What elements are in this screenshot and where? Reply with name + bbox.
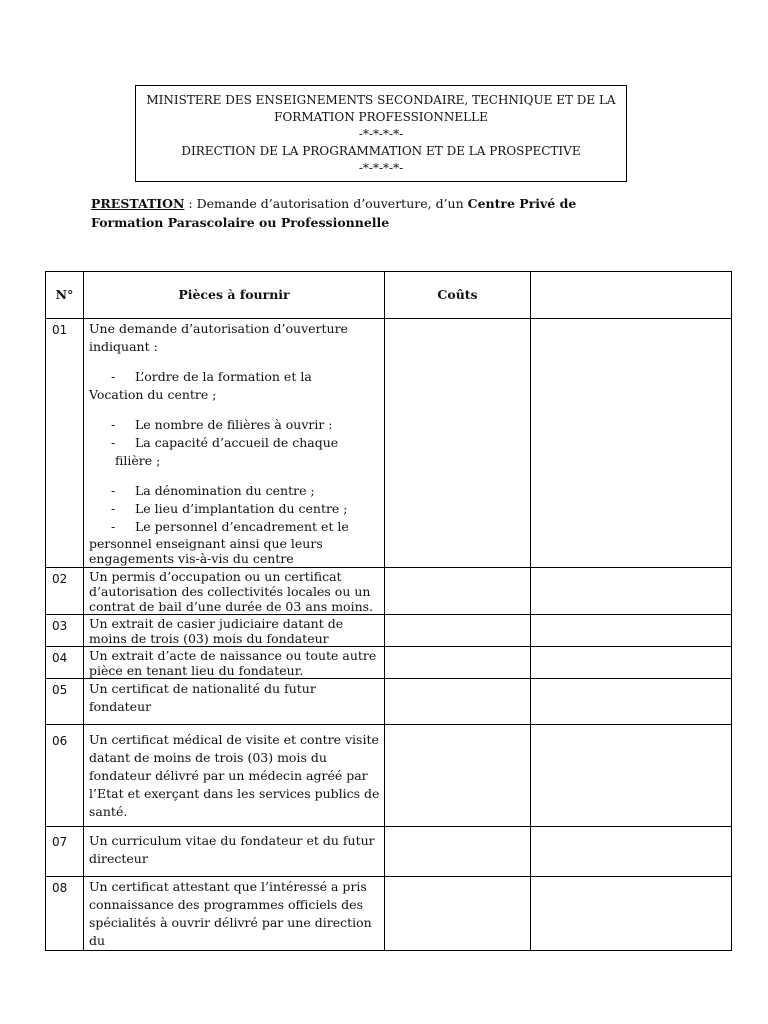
extra-cell <box>531 877 732 951</box>
table-row <box>46 725 732 827</box>
list-item: - Le personnel d’encadrement et le <box>111 519 349 534</box>
prestation-paragraph <box>91 194 651 232</box>
row-description: Un extrait de casier judiciaire datant de moins de trois (03) mois du fondateur <box>84 615 385 647</box>
list-item: - Le nombre de filières à ouvrir : <box>111 417 333 432</box>
table-row <box>46 877 732 951</box>
cost-cell <box>385 615 531 647</box>
table-row <box>46 827 732 877</box>
prestation-label: PRESTATION <box>91 196 185 211</box>
list-item: - La dénomination du centre ; <box>111 483 315 498</box>
header-pieces: Pièces à fournir <box>84 272 385 319</box>
cost-cell <box>385 827 531 877</box>
table-header-row <box>46 272 732 319</box>
table-row <box>46 679 732 725</box>
row-number: 03 <box>46 615 84 647</box>
row-description: Un permis d’occupation ou un certificat d’autorisation des collectivités locales ou un contrat de bail d’une durée de 03 ans moins. <box>84 568 385 615</box>
separator-1: -*-*-*-*- <box>358 127 404 141</box>
ministry-line-1: MINISTERE DES ENSEIGNEMENTS SECONDAIRE, TECHNIQUE ET DE LA <box>146 93 616 107</box>
extra-cell <box>531 319 732 568</box>
row-number: 06 <box>46 725 84 827</box>
row01-b6-cont: personnel enseignant ainsi que leurs engagements vis-à-vis du centre <box>89 536 323 566</box>
cost-cell <box>385 319 531 568</box>
cost-cell <box>385 679 531 725</box>
list-item: - La capacité d’accueil de chaque <box>111 435 339 450</box>
list-item: - L’ordre de la formation et la <box>111 369 312 384</box>
table-row <box>46 615 732 647</box>
table-row <box>46 319 732 568</box>
cost-cell <box>385 725 531 827</box>
row-description: Un certificat de nationalité du futur fondateur <box>84 679 385 725</box>
row01-intro: Une demande d’autorisation d’ouverture indiquant : <box>89 321 348 354</box>
extra-cell <box>531 647 732 679</box>
header-empty <box>531 272 732 319</box>
prestation-text: : Demande d’autorisation d’ouverture, d’un <box>184 196 468 211</box>
cost-cell <box>385 877 531 951</box>
extra-cell <box>531 615 732 647</box>
extra-cell <box>531 568 732 615</box>
documents-table <box>45 271 732 951</box>
row01-b1-cont: Vocation du centre ; <box>89 387 217 402</box>
ministry-line-2: FORMATION PROFESSIONNELLE <box>274 110 488 124</box>
list-item: - Le lieu d’implantation du centre ; <box>111 501 348 516</box>
row-number: 02 <box>46 568 84 615</box>
extra-cell <box>531 827 732 877</box>
row-number: 01 <box>46 319 84 568</box>
row01-b3-cont: filière ; <box>115 453 161 468</box>
direction-line: DIRECTION DE LA PROGRAMMATION ET DE LA PROSPECTIVE <box>181 144 581 158</box>
separator-2: -*-*-*-*- <box>358 161 404 175</box>
ministry-header-box <box>135 85 627 182</box>
row-description: Un certificat attestant que l’intéressé a pris connaissance des programmes officiels des spécialités à ouvrir délivré par une direction du <box>84 877 385 951</box>
row-description: Un extrait d’acte de naissance ou toute autre pièce en tenant lieu du fondateur. <box>84 647 385 679</box>
header-number: N° <box>46 272 84 319</box>
prestation-bold-text: Centre Privé de Formation Parascolaire ou Professionnelle <box>91 196 577 230</box>
row-number: 08 <box>46 877 84 951</box>
extra-cell <box>531 679 732 725</box>
row-description: Un certificat médical de visite et contre visite datant de moins de trois (03) mois du fondateur délivré par un médecin agréé par l’Etat et exerçant dans les services publics de santé. <box>84 725 385 827</box>
row-number: 07 <box>46 827 84 877</box>
row-description <box>84 319 385 568</box>
cost-cell <box>385 647 531 679</box>
row-description: Un curriculum vitae du fondateur et du futur directeur <box>84 827 385 877</box>
table-row <box>46 568 732 615</box>
header-couts: Coûts <box>385 272 531 319</box>
row-number: 04 <box>46 647 84 679</box>
row-number: 05 <box>46 679 84 725</box>
cost-cell <box>385 568 531 615</box>
table-row <box>46 647 732 679</box>
extra-cell <box>531 725 732 827</box>
